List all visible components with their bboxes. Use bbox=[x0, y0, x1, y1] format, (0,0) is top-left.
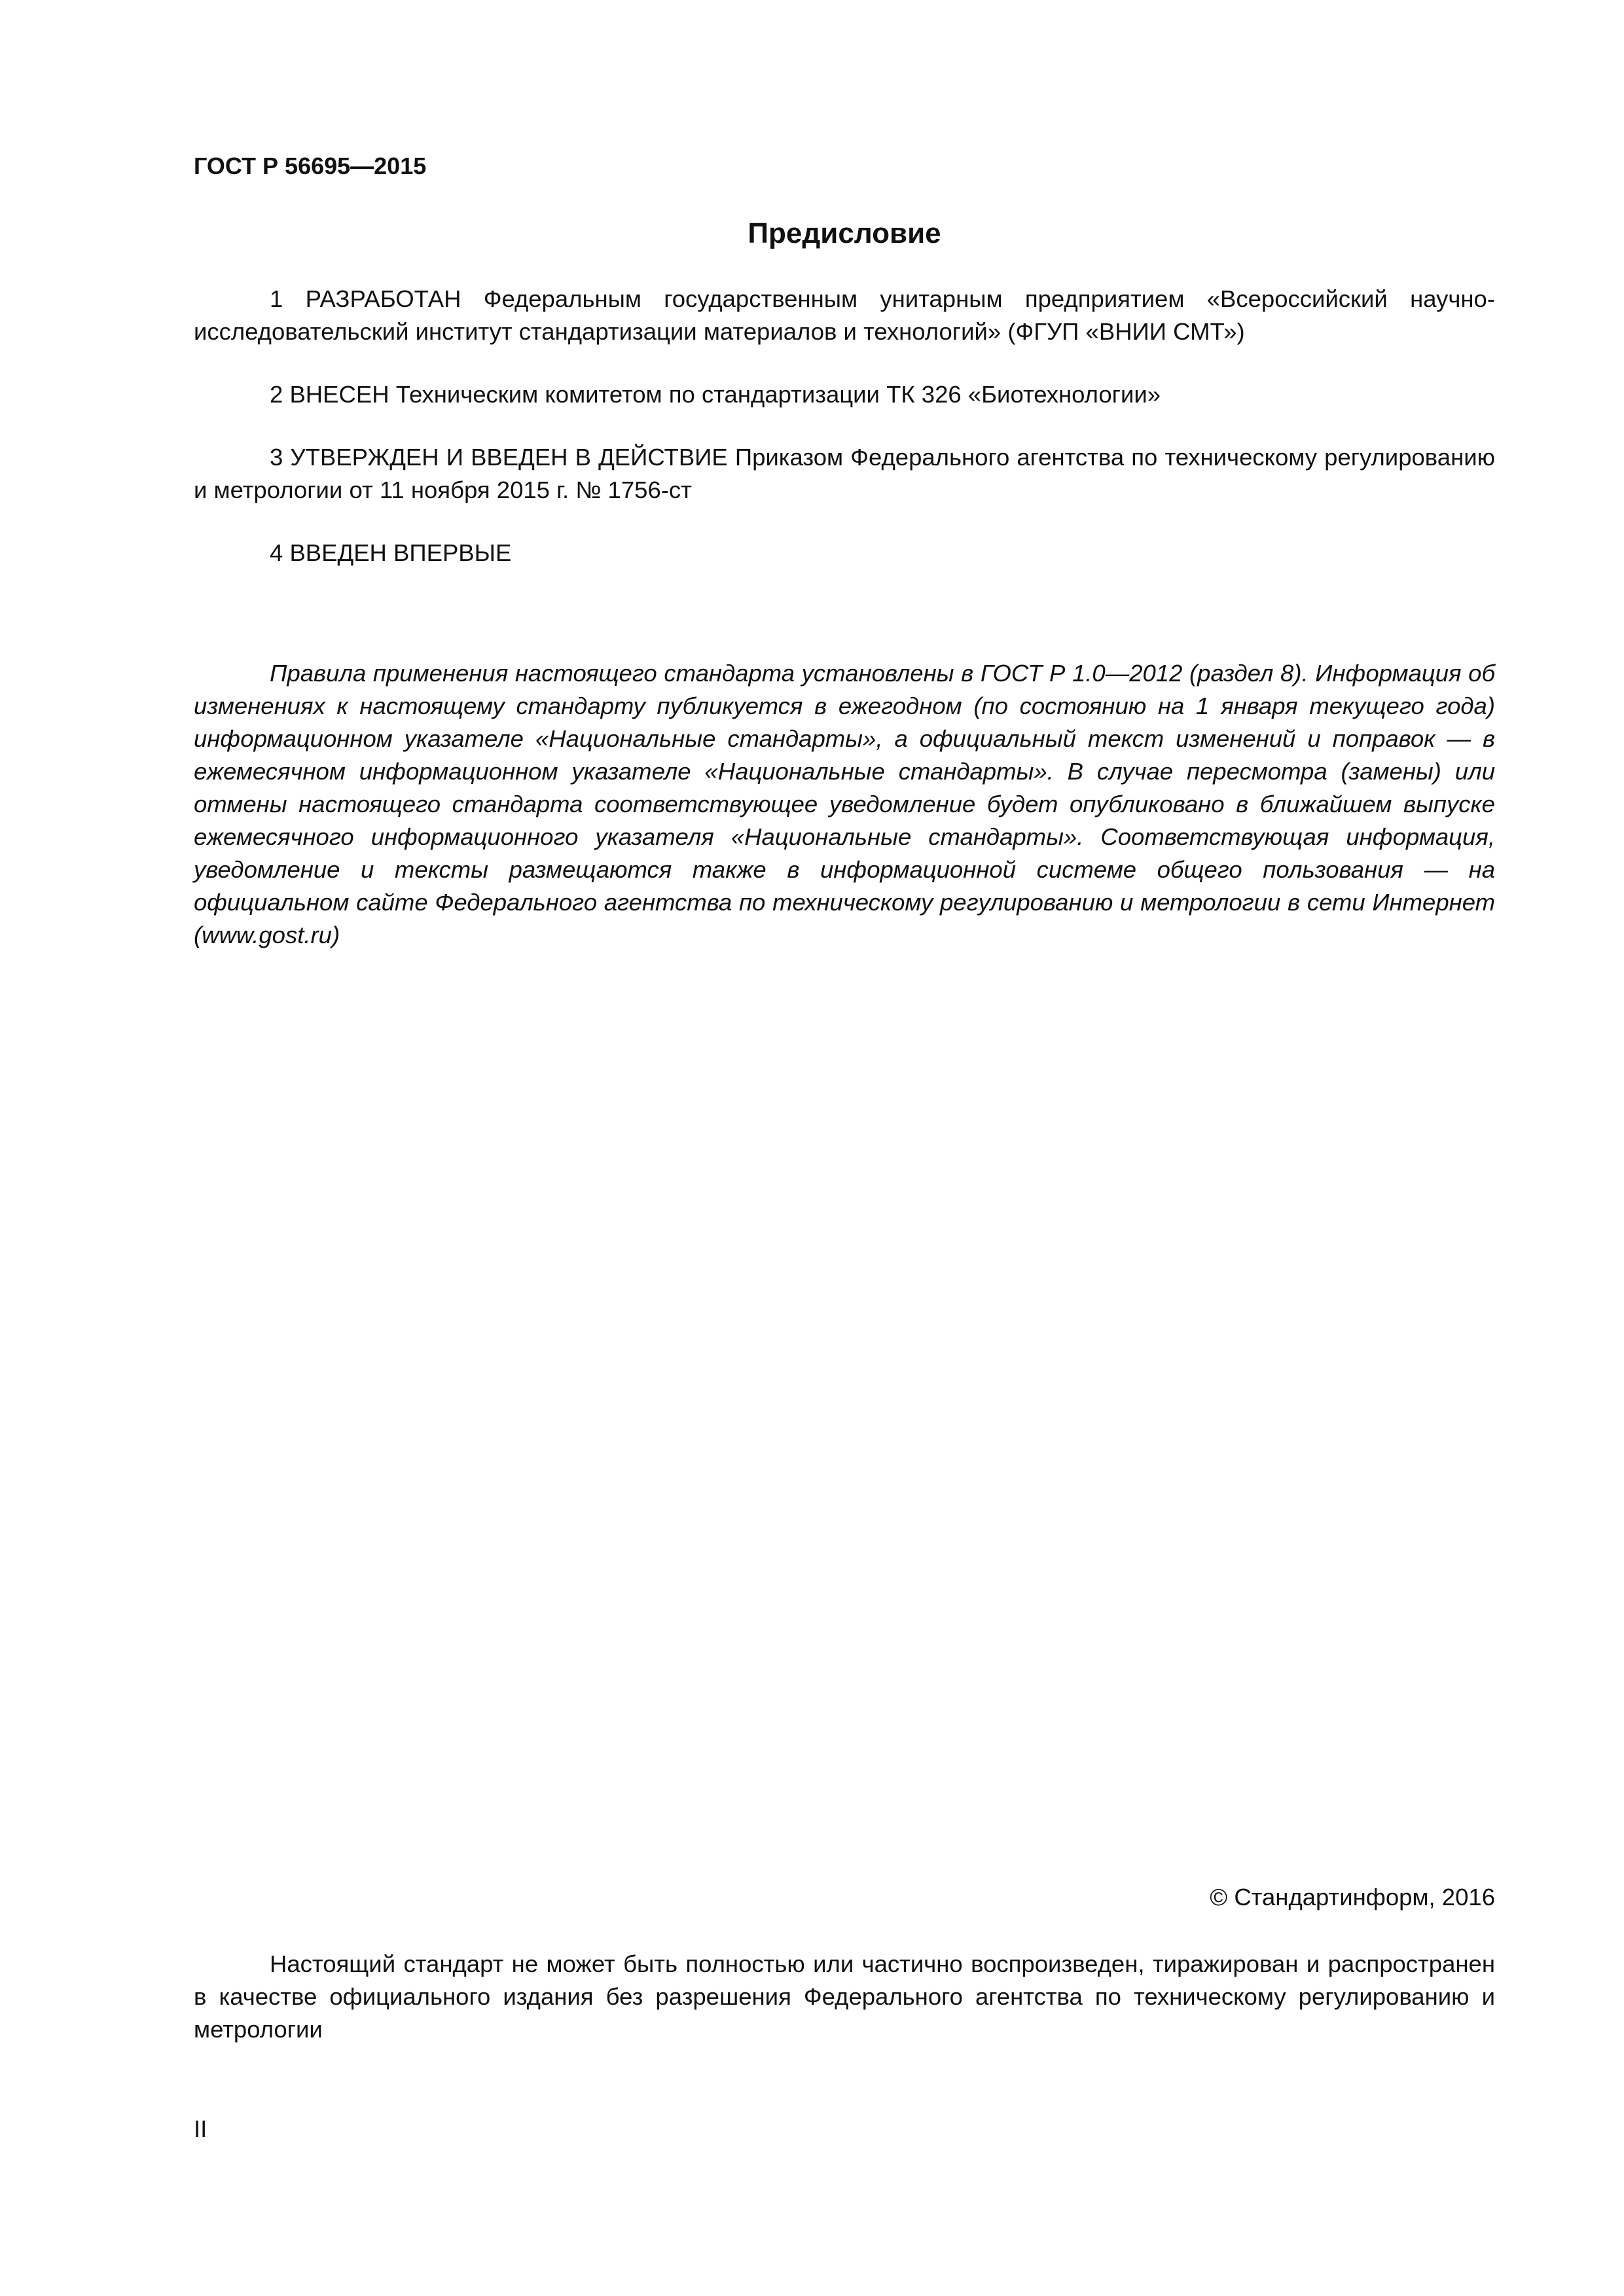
item-developed: 1 РАЗРАБОТАН Федеральным государственным унитарным предприятием «Всероссийский научно-исследовательский институт стандартизации материалов и технологий» (ФГУП «ВНИИ СМТ») bbox=[194, 285, 1495, 345]
copyright: © Стандартинформ, 2016 bbox=[1210, 1884, 1495, 1910]
page-title: Предисловие bbox=[748, 217, 941, 249]
item-approved: 3 УТВЕРЖДЕН И ВВЕДЕН В ДЕЙСТВИЕ Приказом Федерального агентства по техническому регулированию и метрологии от 11 ноября 2015 г. № 1756-ст bbox=[194, 444, 1495, 503]
rules-paragraph: Правила применения настоящего стандарта установлены в ГОСТ Р 1.0—2012 (раздел 8). Информация об изменениях к настоящему стандарту публикуется в ежегодном (по состоянию на 1 января текущего года) информационном указателе «Национальные стандарты», а официальный текст изменений и поправок — в ежемесячном информационном указателе «Национальные стандарты». В случае пересмотра (замены) или отмены настоящего стандарта соответствующее уведомление будет опубликовано в ближайшем выпуске ежемесячного информационного указателя «Национальные стандарты». Соответствующая информация, уведомление и тексты размещаются также в информационной системе общего пользования — на официальном сайте Федерального агентства по техническому регулированию и метрологии в сети Интернет (www.gost.ru) bbox=[194, 660, 1495, 948]
document-code: ГОСТ Р 56695—2015 bbox=[194, 152, 427, 179]
item-introduced: 2 ВНЕСЕН Техническим комитетом по стандартизации ТК 326 «Биотехнологии» bbox=[270, 381, 1161, 408]
page-number: II bbox=[194, 2115, 208, 2142]
reproduction-notice: Настоящий стандарт не может быть полностью или частично воспроизведен, тиражирован и распространен в качестве официального издания без разрешения Федерального агентства по техническому регулированию и метрологии bbox=[194, 1950, 1495, 2043]
item-first-time: 4 ВВЕДЕН ВПЕРВЫЕ bbox=[270, 539, 512, 566]
